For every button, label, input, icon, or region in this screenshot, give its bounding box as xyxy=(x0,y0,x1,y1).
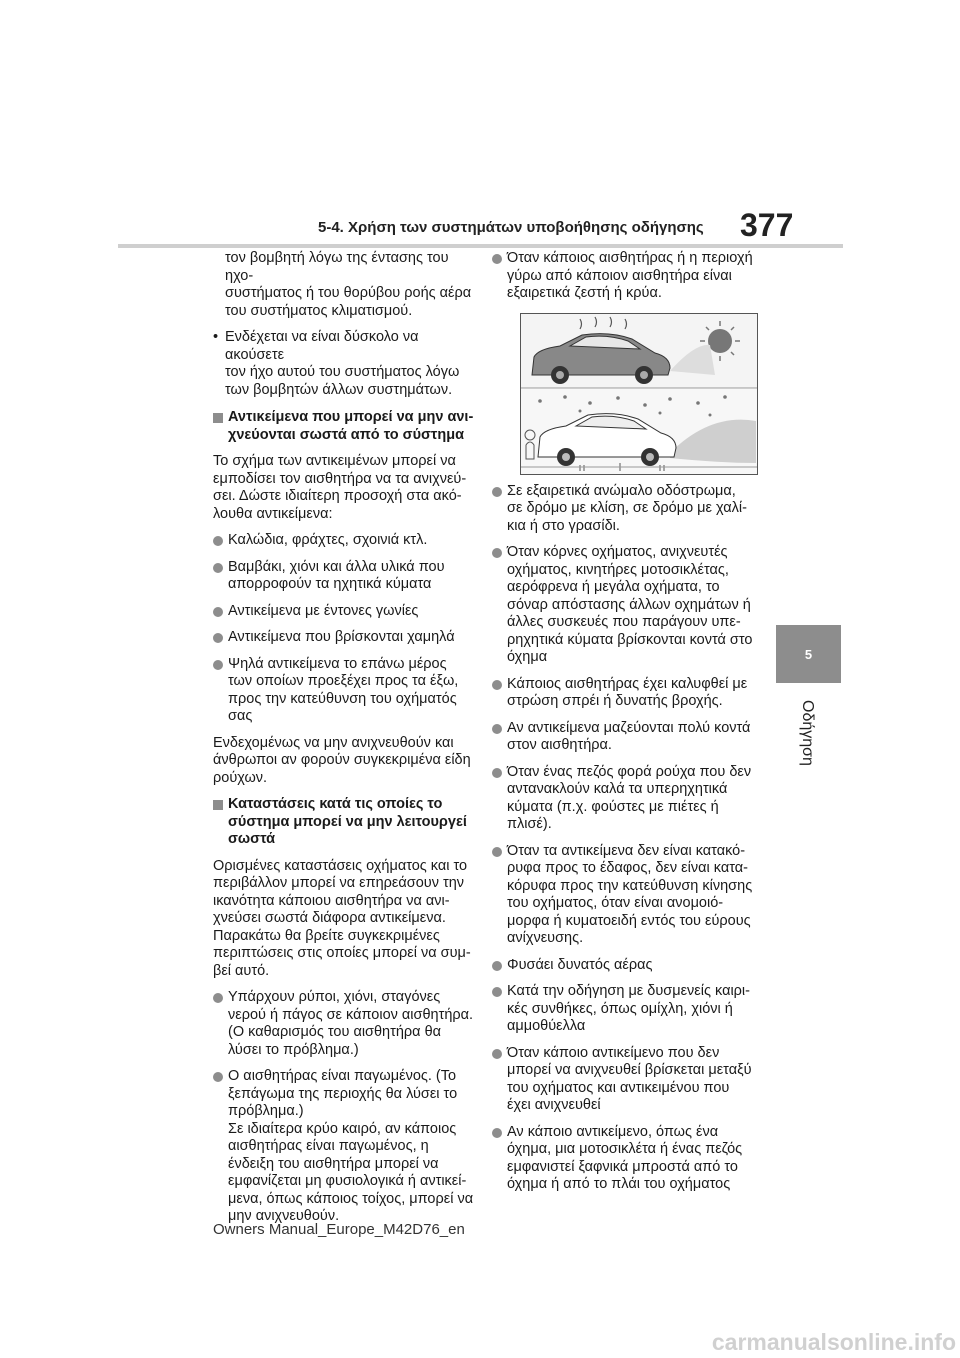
list-item: Αντικείμενα που βρίσκονται χαμηλά xyxy=(213,629,475,647)
circle-bullet-icon xyxy=(492,487,502,497)
circle-bullet-icon xyxy=(213,536,223,546)
circle-bullet-icon xyxy=(492,987,502,997)
right-column xyxy=(492,250,760,1203)
circle-bullet-icon xyxy=(492,254,502,264)
circle-bullet-icon xyxy=(213,633,223,643)
circle-bullet-icon xyxy=(492,847,502,857)
continuation-text: τον βομβητή λόγω της έντασης του ηχο- συστήματος ή του θορύβου ροής αέρα του συστήματος κλιματισμού. xyxy=(225,250,472,319)
sensor-weather-illustration xyxy=(520,313,758,475)
chapter-tab[interactable] xyxy=(776,625,841,683)
section-heading: Καταστάσεις κατά τις οποίες το σύστημα μπορεί να μην λειτουργεί σωστά xyxy=(213,796,475,849)
circle-bullet-icon xyxy=(492,680,502,690)
circle-bullet-icon xyxy=(492,1128,502,1138)
page-number: 377 xyxy=(740,207,794,243)
circle-bullet-icon xyxy=(213,660,223,670)
dash-item xyxy=(213,329,475,399)
list-item: Αν αντικείμενα μαζεύονται πολύ κοντά στον αισθητήρα. xyxy=(492,720,760,755)
list-item: Αν κάποιο αντικείμενο, όπως ένα όχημα, μια μοτοσικλέτα ή ένας πεζός εμφανιστεί ξαφνικά μπροστά από το όχημα ή από το πλάι του οχήματος xyxy=(492,1124,760,1194)
list-item: Όταν κάποιο αντικείμενο που δεν μπορεί να ανιχνευθεί βρίσκεται μεταξύ του οχήματος και αντικειμένου που έχει ανιχνευθεί xyxy=(492,1045,760,1115)
chapter-label: Οδήγηση xyxy=(799,700,816,766)
section-intro: Το σχήμα των αντικειμένων μπορεί να εμποδίσει τον αισθητήρα να τα ανιχνεύ- σει. Δώστε ιδιαίτερη προσοχή στα ακό- λουθα αντικείμενα: xyxy=(213,453,467,522)
list-item: Όταν ένας πεζός φορά ρούχα που δεν αντανακλούν καλά τα υπερηχητικά κύματα (π.χ. φούστες με πιέτες ή πλισέ). xyxy=(492,764,760,834)
list-item: Βαμβάκι, χιόνι και άλλα υλικά που απορροφούν τα ηχητικά κύματα xyxy=(213,559,475,594)
circle-bullet-icon xyxy=(213,563,223,573)
circle-bullet-icon xyxy=(492,548,502,558)
section-note: Ενδεχομένως να μην ανιχνευθούν και άνθρωποι αν φορούν συγκεκριμένα είδη ρούχων. xyxy=(213,734,471,786)
section-title: 5-4. Χρήση των συστημάτων υποβοήθησης οδήγησης xyxy=(318,219,704,236)
circle-bullet-icon xyxy=(213,1072,223,1082)
left-column xyxy=(213,250,475,1235)
header-rule xyxy=(118,244,843,248)
circle-bullet-icon xyxy=(213,607,223,617)
list-item: Όταν κάποιος αισθητήρας ή η περιοχή γύρω από κάποιον αισθητήρα είναι εξαιρετικά ζεστή ή κρύα. xyxy=(492,250,760,303)
circle-bullet-icon xyxy=(213,993,223,1003)
footer-text: Owners Manual_Europe_M42D76_en xyxy=(213,1221,465,1238)
square-bullet-icon xyxy=(213,413,223,423)
circle-bullet-icon xyxy=(492,768,502,778)
list-item: Όταν κόρνες οχήματος, ανιχνευτές οχήματος, κινητήρες μοτοσικλέτας, αερόφρενα ή μεγάλα οχήματα, το σόναρ απόστασης άλλων οχημάτων ή άλλες συσκευές που παράγουν υπε- ρηχητικά κύματα βρίσκονται κοντά στο όχημα xyxy=(492,544,760,667)
list-item: Φυσάει δυνατός αέρας xyxy=(492,957,760,975)
section-intro: Ορισμένες καταστάσεις οχήματος και το περιβάλλον μπορεί να επηρεάσουν την ικανότητα κάποιου αισθητήρα να ανι- χνεύσει σωστά διάφορα αντικείμενα. Παρακάτω θα βρείτε συγκεκριμένες περιπτώσεις στις οποίες μπορεί να συμ- βεί αυτό. xyxy=(213,857,471,979)
list-item: Καλώδια, φράχτες, σχοινιά κτλ. xyxy=(213,532,475,550)
circle-bullet-icon xyxy=(492,961,502,971)
section-heading: Αντικείμενα που μπορεί να μην ανι- χνεύονται σωστά από το σύστημα xyxy=(213,409,475,444)
list-item: Κάποιος αισθητήρας έχει καλυφθεί με στρώση σπρέι ή δυνατής βροχής. xyxy=(492,676,760,711)
circle-bullet-icon xyxy=(492,1049,502,1059)
list-item: Αντικείμενα με έντονες γωνίες xyxy=(213,603,475,621)
list-item: Κατά την οδήγηση με δυσμενείς καιρι- κές συνθήκες, όπως ομίχλη, χιόνι ή αμμοθύελλα xyxy=(492,983,760,1036)
circle-bullet-icon xyxy=(492,724,502,734)
dash-marker: • xyxy=(213,329,219,345)
list-item: Όταν τα αντικείμενα δεν είναι κατακό- ρυφα προς το έδαφος, δεν είναι κατα- κόρυφα προς την κατεύθυνση κίνησης του οχήματος, όταν είναι ανομοιό- μορφα ή κυματοειδή εντός του εύρους ανίχνευσης. xyxy=(492,843,760,948)
list-item: Υπάρχουν ρύποι, χιόνι, σταγόνες νερού ή πάγος σε κάποιον αισθητήρα. (Ο καθαρισμός του αισθητήρα θα λύσει το πρόβλημα.) xyxy=(213,989,475,1059)
chapter-number: 5 xyxy=(804,646,813,662)
list-item: Ο αισθητήρας είναι παγωμένος. (Το ξεπάγωμα της περιοχής θα λύσει το πρόβλημα.) Σε ιδιαίτερα κρύο καιρό, αν κάποιος αισθητήρας είναι παγωμένος, η ένδειξη του αισθητήρα μπορεί να εμφανίζεται μη φυσιολογικά ή αντικεί- μενα, όπως κάποιος τοίχος, μπορεί να μην ανιχνευθούν. xyxy=(213,1068,475,1226)
list-item: Σε εξαιρετικά ανώμαλο οδόστρωμα, σε δρόμο με κλίση, σε δρόμο με χαλί- κια ή στο γρασίδι. xyxy=(492,483,760,536)
square-bullet-icon xyxy=(213,800,223,810)
list-item: Ψηλά αντικείμενα το επάνω μέρος των οποίων προεξέχει προς τα έξω, προς την κατεύθυνση του οχήματός σας xyxy=(213,656,475,726)
watermark-text: carmanualsonline.info xyxy=(711,1329,956,1355)
dash-item-text: Ενδέχεται να είναι δύσκολο να ακούσετε τον ήχο αυτού του συστήματος λόγω των βομβητών άλλων συστημάτων. xyxy=(225,329,460,398)
